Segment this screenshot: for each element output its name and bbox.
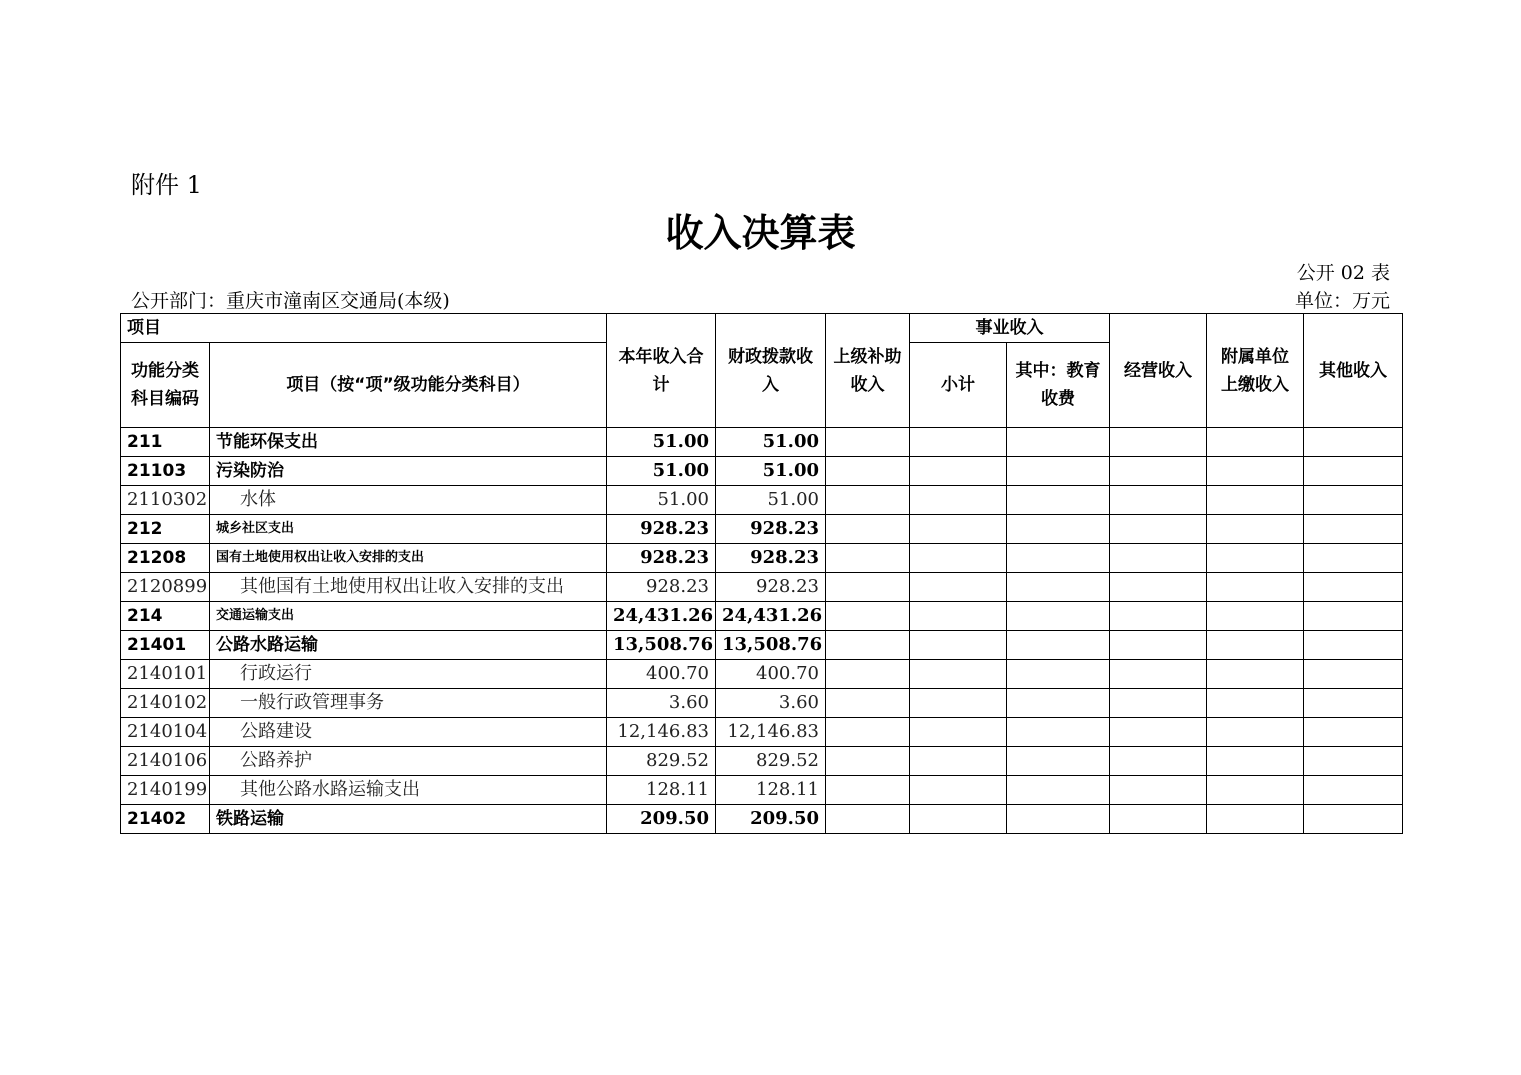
page-title: 收入决算表 <box>665 211 856 255</box>
row-code: 2120899 <box>121 573 210 602</box>
row-other <box>1304 457 1403 486</box>
row-business-subtotal <box>910 805 1007 834</box>
row-superior <box>826 602 910 631</box>
form-number: 公开 02 表 <box>1296 262 1390 284</box>
attachment-label: 附件 1 <box>131 171 202 199</box>
row-code: 212 <box>121 515 210 544</box>
row-affiliated <box>1207 486 1304 515</box>
row-education <box>1007 486 1110 515</box>
row-code: 2140106 <box>121 747 210 776</box>
row-fiscal: 829.52 <box>716 747 826 776</box>
row-name: 其他国有土地使用权出让收入安排的支出 <box>210 573 607 602</box>
row-affiliated <box>1207 631 1304 660</box>
header-total: 本年收入合计 <box>607 314 716 428</box>
row-business-subtotal <box>910 428 1007 457</box>
row-name: 一般行政管理事务 <box>210 689 607 718</box>
row-code: 21208 <box>121 544 210 573</box>
row-total: 13,508.76 <box>607 631 716 660</box>
row-education <box>1007 428 1110 457</box>
row-other <box>1304 660 1403 689</box>
row-fiscal: 928.23 <box>716 544 826 573</box>
row-name: 其他公路水路运输支出 <box>210 776 607 805</box>
row-operating <box>1110 805 1207 834</box>
row-business-subtotal <box>910 776 1007 805</box>
row-other <box>1304 805 1403 834</box>
row-affiliated <box>1207 689 1304 718</box>
row-superior <box>826 747 910 776</box>
row-other <box>1304 602 1403 631</box>
row-superior <box>826 486 910 515</box>
row-operating <box>1110 602 1207 631</box>
row-business-subtotal <box>910 573 1007 602</box>
row-fiscal: 3.60 <box>716 689 826 718</box>
row-total: 928.23 <box>607 515 716 544</box>
row-code: 2140101 <box>121 660 210 689</box>
row-superior <box>826 631 910 660</box>
header-affiliated: 附属单位上缴收入 <box>1207 314 1304 428</box>
table-row <box>121 631 1403 660</box>
row-superior <box>826 573 910 602</box>
row-business-subtotal <box>910 660 1007 689</box>
row-affiliated <box>1207 805 1304 834</box>
row-affiliated <box>1207 660 1304 689</box>
row-education <box>1007 689 1110 718</box>
row-superior <box>826 805 910 834</box>
row-operating <box>1110 689 1207 718</box>
row-business-subtotal <box>910 515 1007 544</box>
row-other <box>1304 776 1403 805</box>
row-fiscal: 12,146.83 <box>716 718 826 747</box>
row-operating <box>1110 544 1207 573</box>
table-body <box>121 428 1403 834</box>
header-superior: 上级补助收入 <box>826 314 910 428</box>
row-superior <box>826 428 910 457</box>
row-education <box>1007 776 1110 805</box>
table-row <box>121 660 1403 689</box>
row-code: 214 <box>121 602 210 631</box>
row-name: 公路水路运输 <box>210 631 607 660</box>
row-operating <box>1110 631 1207 660</box>
table-row <box>121 428 1403 457</box>
row-total: 400.70 <box>607 660 716 689</box>
table-row <box>121 718 1403 747</box>
row-operating <box>1110 776 1207 805</box>
row-fiscal: 13,508.76 <box>716 631 826 660</box>
row-code: 21402 <box>121 805 210 834</box>
row-business-subtotal <box>910 602 1007 631</box>
row-total: 12,146.83 <box>607 718 716 747</box>
row-other <box>1304 631 1403 660</box>
header-project: 项目 <box>121 314 607 343</box>
row-operating <box>1110 718 1207 747</box>
row-superior <box>826 689 910 718</box>
row-name: 铁路运输 <box>210 805 607 834</box>
row-operating <box>1110 486 1207 515</box>
row-affiliated <box>1207 428 1304 457</box>
header-other: 其他收入 <box>1304 314 1403 428</box>
row-name: 交通运输支出 <box>210 602 607 631</box>
row-code: 2140104 <box>121 718 210 747</box>
row-name: 公路建设 <box>210 718 607 747</box>
row-affiliated <box>1207 457 1304 486</box>
row-operating <box>1110 573 1207 602</box>
row-name: 水体 <box>210 486 607 515</box>
row-total: 24,431.26 <box>607 602 716 631</box>
row-education <box>1007 660 1110 689</box>
row-superior <box>826 776 910 805</box>
row-fiscal: 51.00 <box>716 486 826 515</box>
row-education <box>1007 747 1110 776</box>
row-business-subtotal <box>910 631 1007 660</box>
row-total: 928.23 <box>607 544 716 573</box>
row-name: 节能环保支出 <box>210 428 607 457</box>
unit-label: 单位：万元 <box>1294 290 1390 312</box>
row-operating <box>1110 457 1207 486</box>
header-subtotal: 小计 <box>910 343 1007 428</box>
table-row <box>121 515 1403 544</box>
row-education <box>1007 631 1110 660</box>
row-code: 2110302 <box>121 486 210 515</box>
row-fiscal: 51.00 <box>716 457 826 486</box>
table-row <box>121 776 1403 805</box>
row-name: 城乡社区支出 <box>210 515 607 544</box>
row-fiscal: 24,431.26 <box>716 602 826 631</box>
row-education <box>1007 573 1110 602</box>
table-row <box>121 573 1403 602</box>
row-superior <box>826 718 910 747</box>
row-affiliated <box>1207 573 1304 602</box>
row-other <box>1304 515 1403 544</box>
row-operating <box>1110 747 1207 776</box>
row-business-subtotal <box>910 457 1007 486</box>
income-table <box>120 313 1403 834</box>
row-business-subtotal <box>910 544 1007 573</box>
row-affiliated <box>1207 747 1304 776</box>
header-operating: 经营收入 <box>1110 314 1207 428</box>
row-name: 污染防治 <box>210 457 607 486</box>
row-education <box>1007 457 1110 486</box>
header-business: 事业收入 <box>910 314 1110 343</box>
header-code: 功能分类科目编码 <box>121 343 210 428</box>
header-name: 项目（按“项”级功能分类科目） <box>210 343 607 428</box>
header-fiscal: 财政拨款收入 <box>716 314 826 428</box>
row-other <box>1304 544 1403 573</box>
row-education <box>1007 602 1110 631</box>
row-superior <box>826 544 910 573</box>
row-code: 211 <box>121 428 210 457</box>
row-operating <box>1110 428 1207 457</box>
row-other <box>1304 573 1403 602</box>
table-row <box>121 486 1403 515</box>
table-row <box>121 689 1403 718</box>
row-total: 128.11 <box>607 776 716 805</box>
row-other <box>1304 689 1403 718</box>
row-operating <box>1110 515 1207 544</box>
row-name: 国有土地使用权出让收入安排的支出 <box>210 544 607 573</box>
row-code: 21401 <box>121 631 210 660</box>
row-total: 51.00 <box>607 486 716 515</box>
row-business-subtotal <box>910 486 1007 515</box>
row-business-subtotal <box>910 718 1007 747</box>
table-row <box>121 457 1403 486</box>
table-row <box>121 747 1403 776</box>
header-education: 其中：教育收费 <box>1007 343 1110 428</box>
row-other <box>1304 747 1403 776</box>
row-code: 2140102 <box>121 689 210 718</box>
row-fiscal: 128.11 <box>716 776 826 805</box>
row-operating <box>1110 660 1207 689</box>
row-affiliated <box>1207 544 1304 573</box>
row-education <box>1007 805 1110 834</box>
row-education <box>1007 544 1110 573</box>
row-fiscal: 928.23 <box>716 515 826 544</box>
row-business-subtotal <box>910 689 1007 718</box>
row-total: 829.52 <box>607 747 716 776</box>
row-superior <box>826 457 910 486</box>
table-row <box>121 805 1403 834</box>
row-total: 3.60 <box>607 689 716 718</box>
row-total: 928.23 <box>607 573 716 602</box>
row-superior <box>826 515 910 544</box>
row-name: 公路养护 <box>210 747 607 776</box>
row-total: 51.00 <box>607 457 716 486</box>
row-education <box>1007 718 1110 747</box>
department-label: 公开部门：重庆市潼南区交通局(本级) <box>131 290 450 312</box>
row-business-subtotal <box>910 747 1007 776</box>
row-total: 209.50 <box>607 805 716 834</box>
row-code: 21103 <box>121 457 210 486</box>
row-name: 行政运行 <box>210 660 607 689</box>
row-fiscal: 400.70 <box>716 660 826 689</box>
row-code: 2140199 <box>121 776 210 805</box>
row-affiliated <box>1207 515 1304 544</box>
row-total: 51.00 <box>607 428 716 457</box>
row-affiliated <box>1207 718 1304 747</box>
row-affiliated <box>1207 602 1304 631</box>
row-other <box>1304 486 1403 515</box>
row-fiscal: 209.50 <box>716 805 826 834</box>
row-other <box>1304 428 1403 457</box>
row-education <box>1007 515 1110 544</box>
row-affiliated <box>1207 776 1304 805</box>
row-superior <box>826 660 910 689</box>
table-row <box>121 602 1403 631</box>
table-row <box>121 544 1403 573</box>
row-fiscal: 928.23 <box>716 573 826 602</box>
row-fiscal: 51.00 <box>716 428 826 457</box>
row-other <box>1304 718 1403 747</box>
